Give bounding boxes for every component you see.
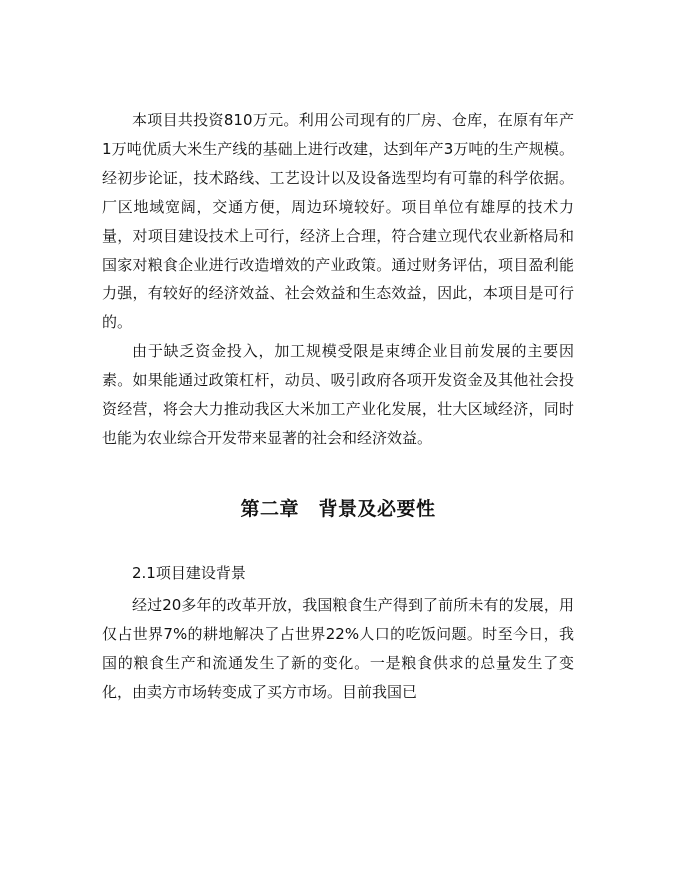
section-paragraph: 经过20多年的改革开放，我国粮食生产得到了前所未有的发展，用仅占世界7%的耕地解决了占世界22%人口的吃饭问题。时至今日，我国的粮食生产和流通发生了新的变化。一是粮食供求的总量发生了变化，由卖方市场转变成了买方市场。目前我国已 [102,595,574,701]
section-heading: 2.1项目建设背景 [132,563,246,582]
intro-paragraph-2: 由于缺乏资金投入，加工规模受限是束缚企业目前发展的主要因素。如果能通过政策杠杆，动员、吸引政府各项开发资金及其他社会投资经营，将会大力推动我区大米加工产业化发展，壮大区域经济，同时也能为农业综合开发带来显著的社会和经济效益。 [102,342,574,447]
document-page [102,106,574,706]
intro-paragraph-1: 本项目共投资810万元。利用公司现有的厂房、仓库，在原有年产1万吨优质大米生产线的基础上进行改建，达到年产3万吨的生产规模。经初步论证，技术路线、工艺设计以及设备选型均有可靠的科学依据。厂区地域宽阔，交通方便，周边环境较好。项目单位有雄厚的技术力量，对项目建设技术上可行，经济上合理，符合建立现代农业新格局和国家对粮食企业进行改造增效的产业政策。通过财务评估，项目盈利能力强，有较好的经济效益、社会效益和生态效益，因此，本项目是可行的。 [102,111,574,332]
chapter-title: 第二章 背景及必要性 [240,497,436,520]
